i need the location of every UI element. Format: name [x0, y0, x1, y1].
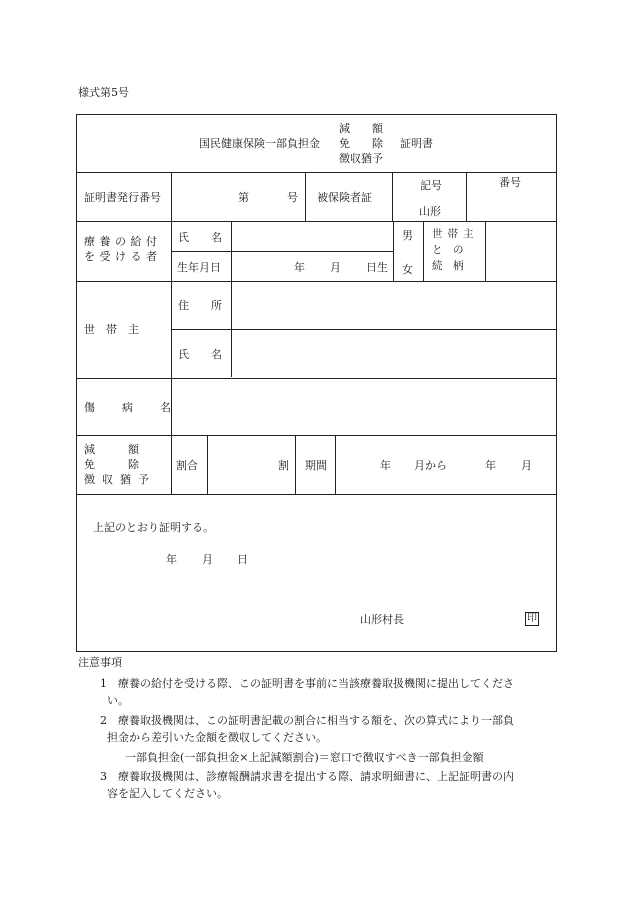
- exemption-label-3: 徴収猶予: [84, 473, 156, 486]
- kigou-value: 山形: [419, 205, 441, 218]
- certification-year: 年: [166, 553, 177, 566]
- note-3-line-1: 3 療養取扱機関は、診療報酬請求書を提出する際、請求明細書に、上記証明書の内: [100, 770, 514, 783]
- period-year-from: 年: [380, 459, 391, 472]
- notes-heading: 注意事項: [78, 656, 122, 669]
- label-column-divider: [171, 172, 172, 494]
- note-1-line-2: い。: [107, 694, 129, 707]
- title-suffix: 証明書: [400, 137, 433, 150]
- title-deferral: 徴収猶予: [339, 152, 383, 165]
- recipient-name-label: 氏 名: [178, 231, 222, 244]
- note-3-line-2: 容を記入してください。: [107, 787, 228, 800]
- ratio-wari: 割: [278, 459, 289, 472]
- ratio-label: 割合: [176, 459, 198, 472]
- relation-line-2: と の: [432, 244, 464, 256]
- birth-month: 月: [330, 261, 341, 274]
- birth-year: 年: [294, 261, 305, 274]
- mayor-title: 山形村長: [360, 613, 404, 626]
- cell-divider: [335, 435, 336, 494]
- cell-divider: [393, 221, 394, 281]
- cell-divider: [305, 172, 306, 221]
- exemption-label-2: 免 除: [84, 458, 139, 471]
- row-divider: [76, 435, 557, 436]
- certification-month: 月: [202, 553, 213, 566]
- cell-divider: [231, 221, 232, 377]
- address-label: 住 所: [178, 299, 222, 312]
- recipient-label-1: 療養の給付: [84, 235, 162, 248]
- title-prefix: 国民健康保険一部負担金: [199, 137, 320, 150]
- period-year-to: 年: [485, 459, 496, 472]
- title-exemption: 免 除: [339, 137, 383, 150]
- cell-divider: [466, 172, 467, 221]
- relation-line-3: 続 柄: [432, 260, 464, 272]
- cell-divider: [423, 221, 424, 281]
- cert-number-label: 証明書発行番号: [84, 191, 161, 204]
- inner-divider: [171, 251, 393, 252]
- certification-text: 上記のとおり証明する。: [93, 521, 214, 534]
- cell-divider: [392, 172, 393, 221]
- note-1-line-1: 1 療養の給付を受ける際、この証明書を事前に当該療養取扱機関に提出してくださ: [100, 677, 514, 690]
- birth-date-label: 生年月日: [177, 261, 221, 274]
- note-2-line-1: 2 療養取扱機関は、この証明書記載の割合に相当する額を、次の算式により一部負: [100, 714, 514, 727]
- row-divider: [76, 281, 557, 282]
- certification-day: 日: [237, 553, 248, 566]
- birth-day: 日生: [366, 261, 388, 274]
- note-2-formula: 一部負担金(一部負担金×上記減額割合)＝窓口で徴収すべき一部負担金額: [125, 751, 484, 764]
- inner-divider: [171, 329, 557, 330]
- recipient-label-2: を受ける者: [84, 250, 162, 263]
- gender-male: 男: [402, 229, 413, 242]
- householder-label: 世 帯 主: [84, 323, 139, 336]
- cell-divider: [295, 435, 296, 494]
- note-2-line-2: 担金から差引いた金額を徴収してください。: [107, 731, 327, 744]
- cell-divider: [207, 435, 208, 494]
- period-label: 期間: [305, 459, 327, 472]
- disease-label: 傷 病 名: [84, 401, 179, 414]
- period-month-to: 月: [521, 459, 532, 472]
- row-divider: [76, 172, 557, 173]
- kigou-label: 記号: [420, 179, 442, 192]
- cert-dai: 第: [238, 191, 249, 204]
- relation-line-1: 世帯主: [432, 228, 479, 240]
- cert-gou: 号: [287, 191, 298, 204]
- row-divider: [76, 378, 557, 379]
- row-divider: [76, 494, 557, 495]
- title-reduction: 減 額: [339, 122, 383, 135]
- exemption-label-1: 減 額: [84, 443, 139, 456]
- gender-female: 女: [402, 263, 413, 276]
- form-number: 様式第5号: [78, 86, 129, 99]
- bangou-label: 番号: [499, 176, 521, 189]
- period-month-from: 月から: [414, 459, 447, 472]
- seal-stamp: 印: [527, 613, 537, 624]
- insured-card-label: 被保険者証: [317, 191, 372, 204]
- householder-name-label: 氏 名: [178, 348, 222, 361]
- cell-divider: [485, 221, 486, 281]
